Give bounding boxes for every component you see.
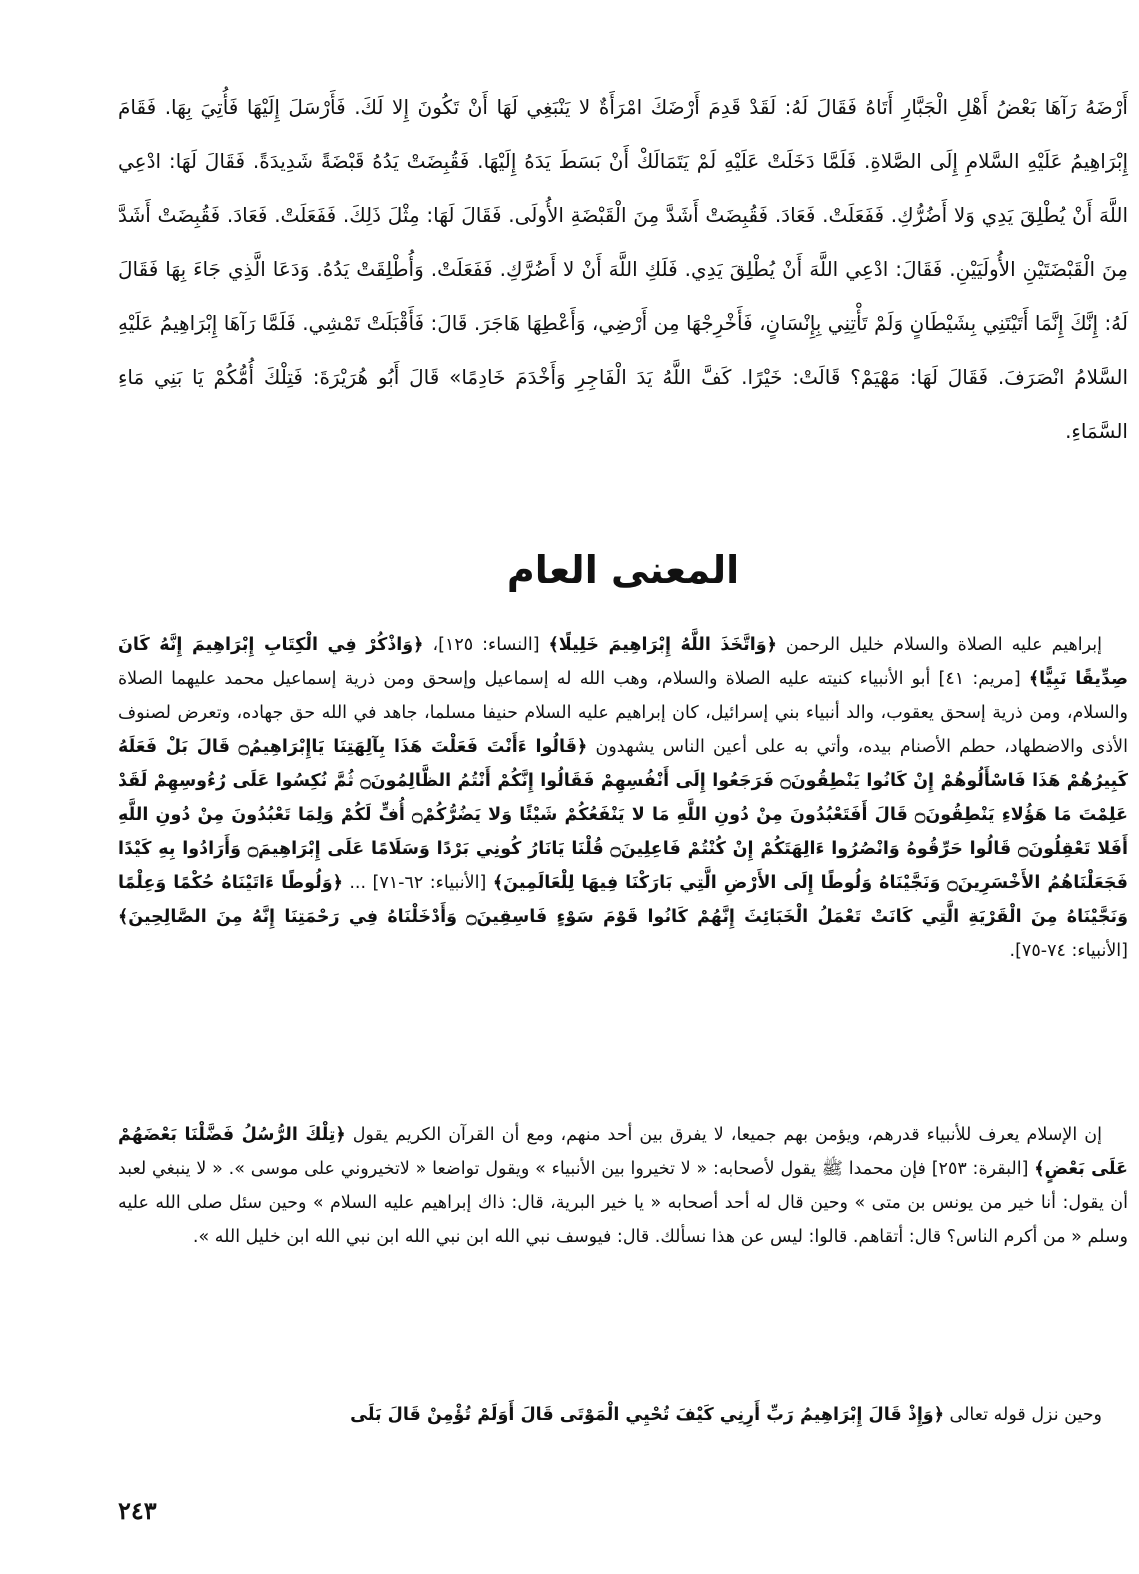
citation: [الأنبياء: ٧٤-٧٥].	[1009, 941, 1128, 961]
body-text: [البقرة: ٢٥٣] فإن محمدا ﷺ يقول لأصحابه: « لا تخيروا بين الأنبياء » ويقول تواضعا « لاتخيروني على موسى ». « لا ينبغي لعبد أن يقول: أنا خير من يونس بن متى » وحين قال له أحد أصحابه « يا خير البرية، قال: ذاك إبراهيم عليه السلام » وحين سئل صلى الله عليه وسلم « من أكرم الناس؟ قال: أتقاهم. قالوا: ليس عن هذا نسألك. قال: فيوسف نبي الله ابن نبي الله ابن نبي الله ابن خليل الله ».	[118, 1159, 1128, 1247]
general-meaning-paragraph-2	[118, 1118, 1128, 1254]
citation: [النساء: ١٢٥]،	[423, 635, 549, 655]
quran-verse: ﴿وَإِذْ قَالَ إِبْرَاهِيمُ رَبِّ أَرِنِي كَيْفَ تُحْيِي الْمَوْتَى قَالَ أَوَلَمْ تُؤْمِنْ قَالَ بَلَى	[350, 1405, 944, 1425]
body-text: وحين نزل قوله تعالى	[943, 1405, 1102, 1425]
quran-verse: ﴿وَاذْكُرْ فِي الْكِتَابِ إِبْرَاهِيمَ إِنَّهُ كَانَ صِدِّيقًا نَبِيًّا﴾	[118, 635, 1128, 689]
general-meaning-paragraph-3	[118, 1398, 1128, 1432]
general-meaning-paragraph-1	[118, 628, 1128, 968]
body-text: إن الإسلام يعرف للأنبياء قدرهم، ويؤمن بهم جميعا، لا يفرق بين أحد منهم، ومع أن القرآن الكريم يقول	[345, 1125, 1102, 1145]
quran-verse: ﴿وَاتَّخَذَ اللَّهُ إِبْرَاهِيمَ خَلِيلًا﴾	[548, 635, 777, 655]
hadith-text: أَرْضَهُ رَآهَا بَعْضُ أَهْلِ الْجَبَّارِ أَتَاهُ فَقَالَ لَهُ: لَقَدْ قَدِمَ أَرْضَكَ امْرَأَةٌ لا يَنْبَغِي لَهَا أَنْ تَكُونَ إِلا لَكَ. فَأَرْسَلَ إِلَيْهَا فَأُتِيَ بِهَا. فَقَامَ إِبْرَاهِيمُ عَلَيْهِ السَّلامِ إِلَى الصَّلاةِ. فَلَمَّا دَخَلَتْ عَلَيْهِ لَمْ يَتَمَالَكْ أَنْ بَسَطَ يَدَهُ إِلَيْهَا. فَقُبِضَتْ يَدُهُ قَبْضَةً شَدِيدَةً. فَقَالَ لَهَا: ادْعِي اللَّهَ أَنْ يُطْلِقَ يَدِي وَلا أَضُرُّكِ. فَفَعَلَتْ. فَعَادَ. فَقُبِضَتْ أَشَدَّ مِنَ الْقَبْضَةِ الأُولَى. فَقَالَ لَهَا: مِثْلَ ذَلِكَ. فَفَعَلَتْ. فَعَادَ. فَقُبِضَتْ أَشَدَّ مِنَ الْقَبْضَتَيْنِ الأُولَيَيْنِ. فَقَالَ: ادْعِي اللَّهَ أَنْ يُطْلِقَ يَدِي. فَلَكِ اللَّهَ أَنْ لا أَضُرَّكِ. فَفَعَلَتْ. وَأُطْلِقَتْ يَدُهُ. وَدَعَا الَّذِي جَاءَ بِهَا فَقَالَ لَهُ: إِنَّكَ إِنَّمَا أَتَيْتَنِي بِشَيْطَانٍ وَلَمْ تَأْتِنِي بِإِنْسَانٍ، فَأَخْرِجْهَا مِن أَرْضِي، وَأَعْطِهَا هَاجَرَ. قَالَ: فَأَقْبَلَتْ تَمْشِي. فَلَمَّا رَآهَا إِبْرَاهِيمُ عَلَيْهِ السَّلامُ انْصَرَفَ. فَقَالَ لَهَا: مَهْيَمْ؟ قَالَتْ: خَيْرًا. كَفَّ اللَّهُ يَدَ الْفَاجِرِ وَأَخْدَمَ خَادِمًا» قَالَ أَبُو هُرَيْرَةَ: فَتِلْكَ أُمُّكُمْ يَا بَنِي مَاءِ السَّمَاءِ.	[118, 95, 1128, 443]
quran-verse: ﴿قَالُوا ءَأَنْتَ فَعَلْتَ هَذَا بِآلِهَتِنَا يَاإِبْرَاهِيمُ۝ قَالَ بَلْ فَعَلَهُ كَبِيرُهُمْ هَذَا فَاسْأَلُوهُمْ إِنْ كَانُوا يَنْطِقُونَ۝ فَرَجَعُوا إِلَى أَنْفُسِهِمْ فَقَالُوا إِنَّكُمْ أَنْتُمُ الظَّالِمُونَ۝ ثُمَّ نُكِسُوا عَلَى رُءُوسِهِمْ لَقَدْ عَلِمْتَ مَا هَؤُلاءِ يَنْطِقُونَ۝ قَالَ أَفَتَعْبُدُونَ مِنْ دُونِ اللَّهِ مَا لا يَنْفَعُكُمْ شَيْئًا وَلا يَضُرُّكُمْ۝ أُفٍّ لَكُمْ وَلِمَا تَعْبُدُونَ مِنْ دُونِ اللَّهِ أَفَلا تَعْقِلُونَ۝ قَالُوا حَرِّقُوهُ وَانْصُرُوا ءَالِهَتَكُمْ إِنْ كُنْتُمْ فَاعِلِينَ۝ قُلْنَا يَانَارُ كُونِي بَرْدًا وَسَلَامًا عَلَى إِبْرَاهِيمَ۝ وَأَرَادُوا بِهِ كَيْدًا فَجَعَلْنَاهُمُ الأَخْسَرِينَ۝ وَنَجَّيْنَاهُ وَلُوطًا إِلَى الأَرْضِ الَّتِي بَارَكْنَا فِيهَا لِلْعَالَمِينَ﴾	[118, 737, 1129, 893]
body-text: إبراهيم عليه الصلاة والسلام خليل الرحمن	[776, 635, 1102, 655]
quran-verse: ﴿وَلُوطًا ءَاتَيْنَاهُ حُكْمًا وَعِلْمًا وَنَجَّيْنَاهُ مِنَ الْقَرْيَةِ الَّتِي كَانَتْ تَعْمَلُ الْخَبَائِثَ إِنَّهُمْ كَانُوا قَوْمَ سَوْءٍ فَاسِقِينَ۝ وَأَدْخَلْنَاهُ فِي رَحْمَتِنَا إِنَّهُ مِنَ الصَّالِحِينَ﴾	[118, 873, 1128, 927]
section-heading: المعنى العام	[506, 548, 740, 592]
quran-verse: ﴿تِلْكَ الرُّسُلُ فَضَّلْنَا بَعْضَهُمْ عَلَى بَعْضٍ﴾	[118, 1125, 1128, 1179]
page-number: ٢٤٣	[118, 1496, 157, 1525]
citation: [الأنبياء: ٦٢-٧١] ...	[342, 873, 493, 893]
body-text: [مريم: ٤١] أبو الأنبياء كنيته عليه الصلاة والسلام، وهب الله له إسماعيل وإسحق ومن ذرية إسماعيل محمد عليهما الصلاة والسلام، ومن ذرية إسحق يعقوب، والد أنبياء بني إسرائيل، كان إبراهيم عليه السلام حنيفا مسلما، جاهد في الله حق جهاده، وتعرض لصنوف الأذى والاضطهاد، حطم الأصنام بيده، وأتي به على أعين الناس يشهدون	[118, 669, 1129, 757]
